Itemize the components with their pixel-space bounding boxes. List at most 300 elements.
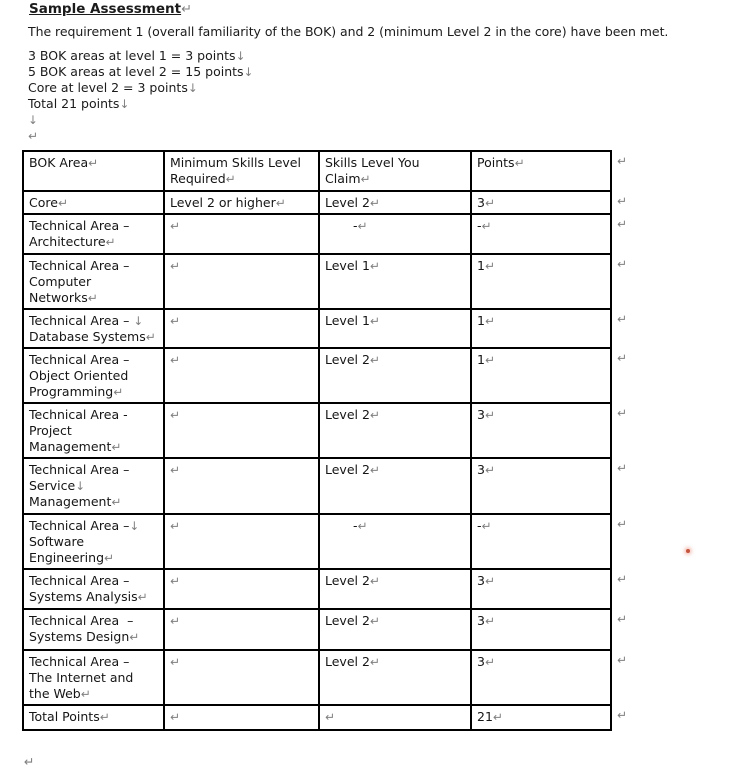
text-line xyxy=(617,405,640,421)
text-run: Software xyxy=(29,534,85,549)
table-row xyxy=(23,705,641,730)
cell-claim-level[interactable] xyxy=(319,214,471,254)
text-line xyxy=(325,518,465,534)
formatting-mark: ↵ xyxy=(617,612,627,626)
formatting-mark: ↵ xyxy=(99,710,110,724)
cell-points[interactable] xyxy=(471,650,611,705)
cell-min-level[interactable] xyxy=(164,705,319,730)
formatting-mark: ↵ xyxy=(57,196,68,210)
text-line xyxy=(29,534,158,550)
formatting-mark: ↵ xyxy=(170,614,180,628)
row-outer-mark xyxy=(611,609,641,650)
summary-line[interactable] xyxy=(28,112,253,128)
formatting-mark: ↵ xyxy=(484,196,495,210)
formatting-mark: ↵ xyxy=(28,129,38,143)
formatting-mark: ↵ xyxy=(170,463,180,477)
text-run: Sample Assessment xyxy=(29,1,182,17)
text-run: Object Oriented xyxy=(29,368,129,383)
column-header-2[interactable] xyxy=(319,151,471,191)
table-row xyxy=(23,309,641,348)
text-line xyxy=(29,368,158,384)
text-line xyxy=(170,518,313,534)
text-line xyxy=(325,654,465,670)
formatting-mark: ↓ xyxy=(133,314,144,328)
text-line xyxy=(29,462,158,478)
text-run: Level 2 xyxy=(325,352,370,367)
text-run: 3 xyxy=(477,613,485,628)
text-line xyxy=(325,462,465,478)
text-line xyxy=(170,462,313,478)
text-run: 1 xyxy=(477,313,485,328)
text-line xyxy=(477,654,605,670)
text-line xyxy=(28,128,253,144)
text-line xyxy=(325,613,465,629)
text-line xyxy=(477,613,605,629)
text-line xyxy=(325,709,465,725)
text-run: Claim xyxy=(325,171,361,186)
cell-points[interactable] xyxy=(471,458,611,514)
formatting-mark: ↵ xyxy=(484,408,495,422)
formatting-mark: ↵ xyxy=(104,551,114,565)
text-line xyxy=(325,171,465,187)
formatting-mark: ↵ xyxy=(137,590,148,604)
text-line xyxy=(477,218,605,234)
cell-min-level[interactable] xyxy=(164,514,319,569)
formatting-mark: ↵ xyxy=(129,630,140,644)
formatting-mark: ↵ xyxy=(484,574,495,588)
cell-bok-area[interactable] xyxy=(23,191,164,214)
table-body xyxy=(23,191,641,730)
formatting-mark: ↵ xyxy=(369,353,380,367)
text-run: 1 xyxy=(477,352,485,367)
text-line xyxy=(29,218,158,234)
formatting-mark: ↵ xyxy=(484,655,495,669)
table-row xyxy=(23,514,641,569)
text-line xyxy=(29,329,158,345)
cell-min-level[interactable] xyxy=(164,650,319,705)
text-run: Level 2 or higher xyxy=(170,195,276,210)
cell-claim-level[interactable] xyxy=(319,650,471,705)
text-line xyxy=(29,352,158,368)
text-line xyxy=(325,155,465,171)
text-line xyxy=(170,654,313,670)
text-line xyxy=(477,518,605,534)
text-run: Management xyxy=(29,439,112,454)
assessment-table xyxy=(22,150,642,731)
text-run: Technical Area - xyxy=(29,407,128,422)
cell-min-level[interactable] xyxy=(164,348,319,403)
formatting-mark: ↵ xyxy=(360,172,371,186)
table-row xyxy=(23,403,641,458)
text-line xyxy=(170,258,313,274)
text-line xyxy=(617,153,640,169)
text-run: Technical Area – xyxy=(29,313,134,328)
end-paragraph-mark: ↵ xyxy=(24,754,35,769)
text-line xyxy=(29,384,158,400)
row-outer-mark xyxy=(611,151,641,191)
formatting-mark: ↵ xyxy=(170,408,180,422)
table-row xyxy=(23,458,641,514)
text-run: Computer xyxy=(29,274,92,289)
text-run: Systems Design xyxy=(29,629,130,644)
text-line xyxy=(29,478,158,494)
cell-points[interactable] xyxy=(471,191,611,214)
text-run: Technical Area – xyxy=(29,352,130,367)
cell-claim-level[interactable] xyxy=(319,309,471,348)
text-line xyxy=(170,573,313,589)
text-line xyxy=(170,195,313,211)
formatting-mark: ↓ xyxy=(235,49,246,63)
cell-bok-area[interactable] xyxy=(23,254,164,309)
text-run: - xyxy=(353,518,358,533)
formatting-mark: ↵ xyxy=(617,708,627,722)
text-line xyxy=(29,258,158,274)
text-run: Required xyxy=(170,171,226,186)
formatting-mark: ↵ xyxy=(492,710,503,724)
formatting-mark: ↵ xyxy=(111,495,122,509)
text-line xyxy=(617,611,640,627)
cell-claim-level[interactable] xyxy=(319,705,471,730)
text-run: Networks xyxy=(29,290,88,305)
text-run: Total 21 points xyxy=(28,96,120,111)
formatting-mark: ↵ xyxy=(369,463,380,477)
table-row xyxy=(23,191,641,214)
text-line xyxy=(617,256,640,272)
text-line xyxy=(477,709,605,725)
table-row xyxy=(23,214,641,254)
cell-min-level[interactable] xyxy=(164,309,319,348)
cell-bok-area[interactable] xyxy=(23,569,164,609)
text-run: Technical Area – xyxy=(29,573,130,588)
summary-line[interactable] xyxy=(28,48,253,64)
text-run: the Web xyxy=(29,686,81,701)
formatting-mark: ↵ xyxy=(369,259,380,273)
formatting-mark: ↵ xyxy=(617,517,627,531)
text-run: Technical Area – xyxy=(29,258,130,273)
formatting-mark: ↵ xyxy=(481,519,492,533)
formatting-mark: ↵ xyxy=(87,291,98,305)
cell-bok-area[interactable] xyxy=(23,609,164,650)
table-row xyxy=(23,348,641,403)
formatting-mark: ↵ xyxy=(617,217,627,231)
formatting-mark: ↵ xyxy=(617,312,627,326)
text-line xyxy=(617,707,641,723)
text-line xyxy=(617,311,640,327)
formatting-mark: ↵ xyxy=(170,314,180,328)
text-line xyxy=(29,654,158,670)
formatting-mark: ↵ xyxy=(170,655,180,669)
cell-bok-area[interactable] xyxy=(23,214,164,254)
text-line xyxy=(29,439,158,455)
text-run: The Internet and xyxy=(29,670,134,685)
formatting-mark: ↵ xyxy=(325,710,335,724)
cell-points[interactable] xyxy=(471,705,611,730)
text-run: 5 BOK areas at level 2 = 15 points xyxy=(28,64,244,79)
text-line xyxy=(28,112,253,128)
formatting-mark: ↵ xyxy=(105,235,116,249)
formatting-mark: ↵ xyxy=(617,461,627,475)
cell-bok-area[interactable] xyxy=(23,309,164,348)
text-line xyxy=(170,709,313,725)
cell-claim-level[interactable] xyxy=(319,514,471,569)
formatting-mark: ↵ xyxy=(170,353,180,367)
formatting-mark: ↵ xyxy=(170,259,180,273)
formatting-mark: ↵ xyxy=(617,653,627,667)
formatting-mark: ↵ xyxy=(357,219,368,233)
row-outer-mark xyxy=(611,254,641,309)
text-line xyxy=(28,64,253,80)
formatting-mark: ↵ xyxy=(617,154,627,168)
cell-min-level[interactable] xyxy=(164,191,319,214)
column-header-0[interactable] xyxy=(23,151,164,191)
column-header-1[interactable] xyxy=(164,151,319,191)
cell-min-level[interactable] xyxy=(164,458,319,514)
text-run: Level 2 xyxy=(325,195,370,210)
text-run: Level 1 xyxy=(325,258,370,273)
text-line xyxy=(325,573,465,589)
formatting-mark: ↵ xyxy=(225,172,236,186)
summary-line[interactable] xyxy=(28,80,253,96)
cell-bok-area[interactable] xyxy=(23,348,164,403)
text-line xyxy=(28,96,253,112)
row-outer-mark xyxy=(611,309,641,348)
text-line xyxy=(28,80,253,96)
intro-paragraph[interactable]: The requirement 1 (overall familiarity of the BOK) and 2 (minimum Level 2 in the core) have been met. xyxy=(28,24,669,39)
text-run: Core xyxy=(29,195,58,210)
formatting-mark: ↵ xyxy=(113,385,124,399)
text-line xyxy=(170,613,313,629)
text-line xyxy=(29,670,158,686)
formatting-mark: ↓ xyxy=(243,65,254,79)
text-line xyxy=(477,258,605,274)
text-run: - xyxy=(477,518,482,533)
text-run: Points xyxy=(477,155,515,170)
cell-min-level[interactable] xyxy=(164,214,319,254)
formatting-mark: ↵ xyxy=(617,257,627,271)
formatting-mark: ↓ xyxy=(75,479,86,493)
formatting-mark: ↵ xyxy=(617,351,627,365)
text-run: BOK Area xyxy=(29,155,89,170)
text-line xyxy=(29,709,158,725)
text-run: 3 BOK areas at level 1 = 3 points xyxy=(28,48,236,63)
formatting-mark: ↵ xyxy=(170,219,180,233)
cell-min-level[interactable] xyxy=(164,569,319,609)
text-line xyxy=(29,290,158,306)
cell-points[interactable] xyxy=(471,348,611,403)
row-outer-mark xyxy=(611,705,641,730)
text-line xyxy=(477,573,605,589)
text-line xyxy=(325,195,465,211)
text-run: Technical Area – xyxy=(29,462,130,477)
text-line xyxy=(29,629,158,645)
cell-points[interactable] xyxy=(471,569,611,609)
table-head xyxy=(23,151,641,191)
table-row xyxy=(23,254,641,309)
text-run: 3 xyxy=(477,407,485,422)
formatting-mark: ↵ xyxy=(170,710,180,724)
table-row xyxy=(23,650,641,705)
text-line xyxy=(325,313,465,329)
formatting-mark: ↵ xyxy=(484,314,495,328)
cell-claim-level[interactable] xyxy=(319,254,471,309)
text-run: Level 2 xyxy=(325,613,370,628)
text-run: Technical Area – xyxy=(29,654,130,669)
page-title[interactable] xyxy=(29,1,192,17)
summary-line[interactable] xyxy=(28,128,253,144)
formatting-mark: ↵ xyxy=(170,574,180,588)
text-run: Core at level 2 = 3 points xyxy=(28,80,188,95)
text-run: - xyxy=(477,218,482,233)
text-run: 3 xyxy=(477,462,485,477)
formatting-mark: ↵ xyxy=(617,406,627,420)
text-run: 21 xyxy=(477,709,493,724)
text-run: Project xyxy=(29,423,72,438)
column-header-3[interactable] xyxy=(471,151,611,191)
cell-points[interactable] xyxy=(471,609,611,650)
text-line xyxy=(477,407,605,423)
text-line xyxy=(617,571,640,587)
cell-bok-area[interactable] xyxy=(23,705,164,730)
cell-min-level[interactable] xyxy=(164,254,319,309)
text-line xyxy=(29,195,158,211)
cell-bok-area[interactable] xyxy=(23,514,164,569)
formatting-mark: ↓ xyxy=(119,97,130,111)
text-line xyxy=(325,258,465,274)
text-line xyxy=(617,516,640,532)
formatting-mark: ↵ xyxy=(369,314,380,328)
text-line xyxy=(170,352,313,368)
text-run: Database Systems xyxy=(29,329,146,344)
text-run: Programming xyxy=(29,384,114,399)
formatting-mark: ↵ xyxy=(484,463,495,477)
text-line xyxy=(617,652,640,668)
formatting-mark: ↵ xyxy=(145,330,156,344)
formatting-mark: ↵ xyxy=(111,440,122,454)
text-line xyxy=(28,48,253,64)
text-line xyxy=(617,193,640,209)
cell-bok-area[interactable] xyxy=(23,403,164,458)
header-row xyxy=(23,151,641,191)
formatting-mark: ↵ xyxy=(617,194,627,208)
text-line xyxy=(170,218,313,234)
formatting-mark: ↵ xyxy=(275,196,286,210)
text-run: Skills Level You xyxy=(325,155,420,170)
cell-points[interactable] xyxy=(471,309,611,348)
text-line xyxy=(325,218,465,234)
formatting-mark: ↵ xyxy=(369,196,380,210)
summary-block[interactable] xyxy=(28,48,253,144)
text-run: Level 1 xyxy=(325,313,370,328)
text-line xyxy=(29,155,158,171)
text-line xyxy=(325,352,465,368)
row-outer-mark xyxy=(611,214,641,254)
text-line xyxy=(29,1,192,17)
row-outer-mark xyxy=(611,569,641,609)
text-run: Technical Area – xyxy=(29,613,134,628)
text-run: Management xyxy=(29,494,112,509)
red-annotation-dot xyxy=(686,549,690,553)
text-run: - xyxy=(353,218,358,233)
cell-points[interactable] xyxy=(471,514,611,569)
text-line xyxy=(170,313,313,329)
text-line xyxy=(29,313,158,329)
formatting-mark: ↓ xyxy=(187,81,198,95)
summary-line[interactable] xyxy=(28,64,253,80)
formatting-mark: ↵ xyxy=(369,614,380,628)
text-run: 3 xyxy=(477,654,485,669)
formatting-mark: ↵ xyxy=(484,259,495,273)
cell-claim-level[interactable] xyxy=(319,458,471,514)
text-line xyxy=(325,407,465,423)
table-row xyxy=(23,569,641,609)
text-line xyxy=(29,550,158,566)
row-outer-mark xyxy=(611,403,641,458)
cell-bok-area[interactable] xyxy=(23,458,164,514)
formatting-mark: ↵ xyxy=(617,572,627,586)
row-outer-mark xyxy=(611,514,641,569)
cell-min-level[interactable] xyxy=(164,609,319,650)
row-outer-mark xyxy=(611,191,641,214)
text-line xyxy=(29,613,158,629)
text-line xyxy=(477,155,605,171)
text-run: Architecture xyxy=(29,234,106,249)
text-line xyxy=(29,573,158,589)
text-run: Engineering xyxy=(29,550,104,565)
formatting-mark: ↓ xyxy=(129,519,140,533)
text-line xyxy=(477,352,605,368)
text-line xyxy=(29,407,158,423)
formatting-mark: ↵ xyxy=(369,574,380,588)
formatting-mark: ↵ xyxy=(80,687,91,701)
cell-bok-area[interactable] xyxy=(23,650,164,705)
text-line xyxy=(170,155,313,171)
text-line xyxy=(29,494,158,510)
summary-line[interactable] xyxy=(28,96,253,112)
text-run: Systems Analysis xyxy=(29,589,138,604)
text-run: Technical Area – xyxy=(29,218,130,233)
formatting-mark: ↓ xyxy=(28,113,38,127)
text-line xyxy=(477,313,605,329)
formatting-mark: ↵ xyxy=(369,408,380,422)
row-outer-mark xyxy=(611,348,641,403)
text-run: Level 2 xyxy=(325,462,370,477)
text-run: 1 xyxy=(477,258,485,273)
text-run: 3 xyxy=(477,195,485,210)
cell-claim-level[interactable] xyxy=(319,403,471,458)
text-line xyxy=(617,216,640,232)
text-line xyxy=(29,234,158,250)
cell-points[interactable] xyxy=(471,254,611,309)
cell-points[interactable] xyxy=(471,403,611,458)
cell-min-level[interactable] xyxy=(164,403,319,458)
table-row xyxy=(23,609,641,650)
text-line xyxy=(617,350,640,366)
text-run: Total Points xyxy=(29,709,100,724)
cell-points[interactable] xyxy=(471,214,611,254)
row-outer-mark xyxy=(611,458,641,514)
cell-claim-level[interactable] xyxy=(319,191,471,214)
formatting-mark: ↵ xyxy=(88,156,99,170)
text-line xyxy=(617,460,640,476)
text-run: Level 2 xyxy=(325,573,370,588)
cell-claim-level[interactable] xyxy=(319,569,471,609)
cell-claim-level[interactable] xyxy=(319,609,471,650)
formatting-mark: ↵ xyxy=(170,519,180,533)
formatting-mark: ↵ xyxy=(481,219,492,233)
cell-claim-level[interactable] xyxy=(319,348,471,403)
text-line xyxy=(477,462,605,478)
text-line xyxy=(170,407,313,423)
